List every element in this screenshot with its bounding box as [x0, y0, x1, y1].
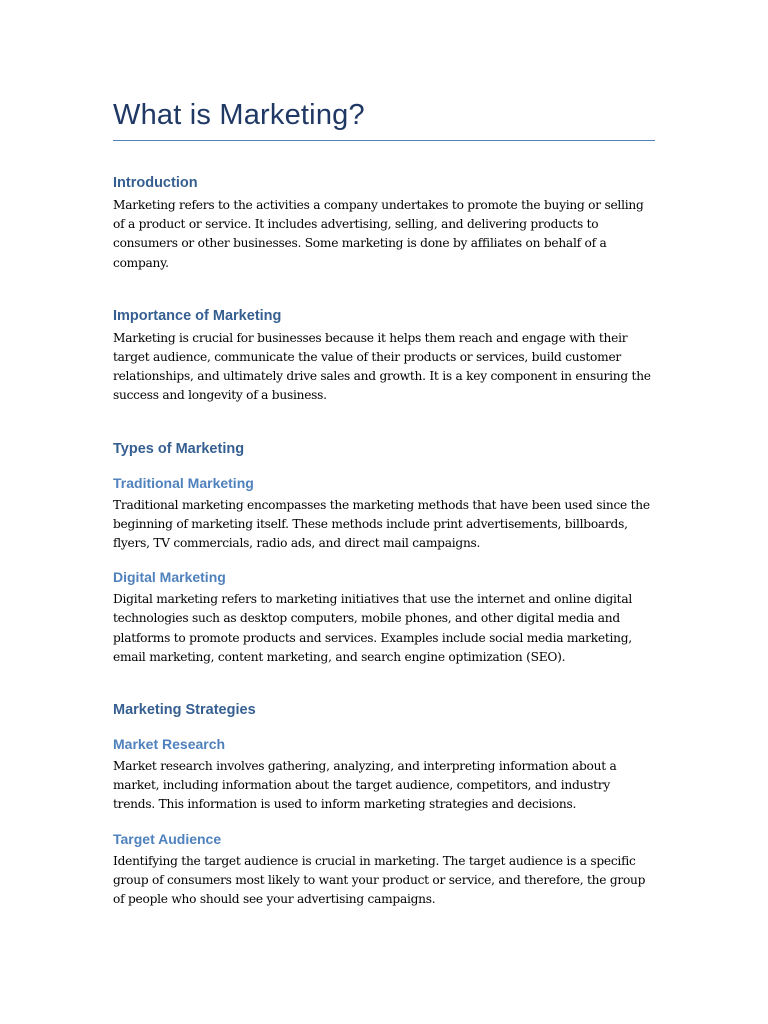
- section-strategies: [113, 700, 655, 909]
- subsection-research: [113, 735, 655, 815]
- heading-audience: Target Audience: [113, 830, 222, 847]
- heading-research: Market Research: [113, 736, 226, 753]
- paragraph-importance: Marketing is crucial for businesses because it helps them reach and engage with their target audience, communicate the value of their products or services, build customer relationships, and ultimately drive sales and growth. It is a key component in ensuring the success and longevity of a business.: [113, 330, 651, 403]
- heading-strategies: Marketing Strategies: [113, 702, 256, 719]
- document-page: [113, 96, 655, 909]
- document-title: What is Marketing?: [113, 99, 365, 131]
- paragraph-introduction: Marketing refers to the activities a company undertakes to promote the buying or selling of a product or service. It includes advertising, selling, and delivering products to consumers or other businesses. Some marketing is done by affiliates on behalf of a company.: [113, 198, 644, 270]
- heading-introduction: Introduction: [113, 175, 198, 191]
- subsection-traditional: [113, 474, 655, 554]
- section-importance: [113, 306, 655, 406]
- paragraph-digital: Digital marketing refers to marketing initiatives that use the internet and online digital technologies such as desktop computers, mobile phones, and other digital media and platforms to promote products and services. Examples include social media marketing, email marketing, content marketing, and search engine optimization (SEO).: [113, 592, 632, 664]
- subsection-digital: [113, 568, 655, 667]
- paragraph-research: Market research involves gathering, analyzing, and interpreting information about a market, including information about the target audience, competitors, and industry trends. This information is used to inform marketing strategies and decisions.: [113, 759, 617, 812]
- heading-importance: Importance of Marketing: [113, 307, 282, 324]
- heading-traditional: Traditional Marketing: [113, 474, 254, 491]
- title-underline-rule: [113, 140, 655, 141]
- heading-digital: Digital Marketing: [113, 569, 226, 586]
- section-types: [113, 439, 655, 667]
- subsection-audience: [113, 830, 655, 910]
- heading-types: Types of Marketing: [113, 440, 245, 457]
- paragraph-audience: Identifying the target audience is crucial in marketing. The target audience is a specific group of consumers most likely to want your product or service, and therefore, the group of people who should see your advertising campaigns.: [113, 853, 646, 907]
- section-introduction: [113, 173, 655, 273]
- paragraph-traditional: Traditional marketing encompasses the marketing methods that have been used since the beginning of marketing itself. These methods include print advertisements, billboards, flyers, TV commercials, radio ads, and direct mail campaigns.: [113, 497, 650, 551]
